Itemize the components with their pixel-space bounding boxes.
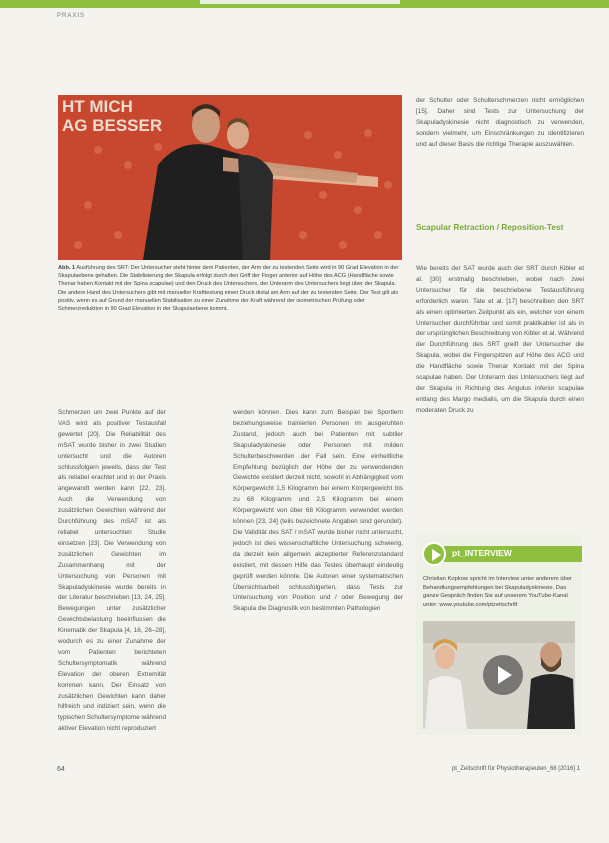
caption-label: Abb. 1 (58, 265, 76, 271)
interview-box (416, 535, 582, 735)
photo-headline-2: AG BESSER (62, 116, 163, 135)
right-column-top: der Schulter oder Schulterschmerzen nicht ermöglichen [15]. Daher sind Tests zur Untersuchung der Skapuladyskinesie nicht diagnostisch zu verwenden, sondern vielmehr, um Einschränkungen zu identifizieren und auf dieser Basis die richtige Therapie auszuwählen. (416, 97, 584, 148)
interview-title: pt_INTERVIEW (452, 548, 512, 558)
video-play-button[interactable] (483, 655, 523, 695)
footer-publication: pt_Zeitschrift für Physiotherapeuten_68 [2016] 1 (451, 766, 580, 772)
page-number: 64 (57, 766, 65, 773)
photo-headline-1: HT MICH (62, 97, 133, 116)
body-column-2: werden können. Dies kann zum Beispiel bei Sportlern beziehungsweise trainierten Personen im ausgeruhten Zustand, jedoch auch bei Patienten mit subtiler Skapuladyskinesie oder Personen mit milden Schulterbeschwerden der Fall sein. Eine einheitliche Empfehlung bezüglich der Höhe der zu verwendenden Gewichte existiert derzeit nicht, sowohl in Abhängigkeit vom Körpergewicht 1,5 Kilogramm bei einem Körpergewicht bis zu 68 Kilogramm und 2,5 Kilogramm bei einem Körpergewicht von über 68 Kilogramm verwendet werden können [23, 24] (teils bezeichnete Angaben sind gerundet). Die Validität des SAT / mSAT wurde bisher nicht untersucht, jedoch ist dies wissenschaftliche Untersuchung schwierig, da derzeit kein allgemein akzeptierter Referenzstandard existiert, mit dessen Hilfe das Testes überhaupt eindeutig geprüft werden könnte. Die Autoren einer systematischen Übersichtsarbeit schlussfolgerten, dass Tests zur Untersuchung von Position und / oder Bewegung der Skapula die Diagnostik von bestimmten Pathologien (233, 409, 403, 613)
video-thumbnail[interactable] (423, 621, 575, 729)
figure-photo (58, 95, 402, 260)
interview-text: Christian Kopkow spricht im Interview unter anderem über Behandlungsempfehlungen bei Skapuladyskinesie. Das ganze Gespräch finden Sie auf unserem YouTube-Kanal unter: www.youtube.com/ptzeitschrift (423, 576, 572, 608)
top-accent-notch (200, 0, 400, 4)
section-label: PRAXIS (57, 13, 86, 19)
play-icon (422, 542, 446, 566)
caption-text: Ausführung des SRT: Der Untersucher steht hinter dem Patienten, der Arm der zu testenden Seite wird in 90 Grad Elevation in der Skapulaebene gehalten. Die Stabilisierung der Skapula erfolgt durch den Griff der Finger anterior auf Höhe des ACG (Handfläche sowie Thenar haben Kontakt mit der Spina scapulae) und den Druck des Untersuchers, der Unterarm des Untersuchers liegt über der Skapula. Die andere Hand des Untersuchers gibt mit manueller Krafttestung einen Druck distal am Arm auf der zu testenden Seite. Der Test gilt als positiv, wenn es auf Grund der manuellen Stabilisation zu einer Zunahme der Kraft während der isometrischen Prüfung oder Schmerzreduktion in 90 Grad Elevation in der Skapulaebene kommt. (58, 265, 399, 313)
figure-caption (58, 264, 402, 313)
right-column-mid: Wie bereits der SAT wurde auch der SRT durch Kibler et al. [30] erstmalig beschrieben, wobei nach zwei Untersucher für die beschriebene Testausführung erforderlich waren. Tate et al. [17] beschreiben den SRT als einen optimierten Zeitpunkt als ein, welcher von einem Untersucher durchführbar und somit praktikabler ist als in der ursprünglichen Beschreibung von Kibler et al. Während der Durchführung des SRT greift der Untersucher die Skapula, wobei die Fingerspitzen auf Höhe des ACG und die Handfläche sowie Thenar Kontakt mit der Spina scapulae haben. Der Unterarm des Untersuchers liegt auf der Skapula in Richtung des Angulus inferior scapulae entlang des Margo medialis, um die Skapula durch einen moderaten Druck zu (416, 265, 584, 414)
interview-header (416, 542, 582, 566)
section-subhead: Scapular Retraction / Reposition-Test (416, 222, 564, 232)
body-column-1: Schmerzen um zwei Punkte auf der VAS wird als positiver Testausfall gewertet [20]. Die Reliabilität des mSAT wurde bisher in zwei Studien untersucht und die Autoren schlussfolgern jeweils, dass der Test als reliabel erachtet und in der Praxis angewandt werden kann [22, 23]. Auch die Verwendung von zusätzlichen Gewichten während der Durchführung des mSAT ist als reliabel untersuchten Studie einsetzen [23]. Die Verwendung von zusätzlichen Gewichten im Zusammenhang mit der Untersuchung von Personen mit Skapuladyskinesie wurde bereits in der Literatur beschrieben [13, 24, 25]. Bewegungen unter zusätzlicher Gewichtsbelastung beeinflussen die Kinematik der Skapula [4, 16, 26–28], wodurch es zu einer Zunahme der vom Patienten berichteten Schultersymptomatik während Elevation der oberen Extremität kommen kann. Der Einsatz von zusätzlichen Gewichten kann daher hilfreich und indiziert sein, wenn die typischen Schultersymptome während aktiver Elevation nicht reproduziert (58, 409, 166, 733)
